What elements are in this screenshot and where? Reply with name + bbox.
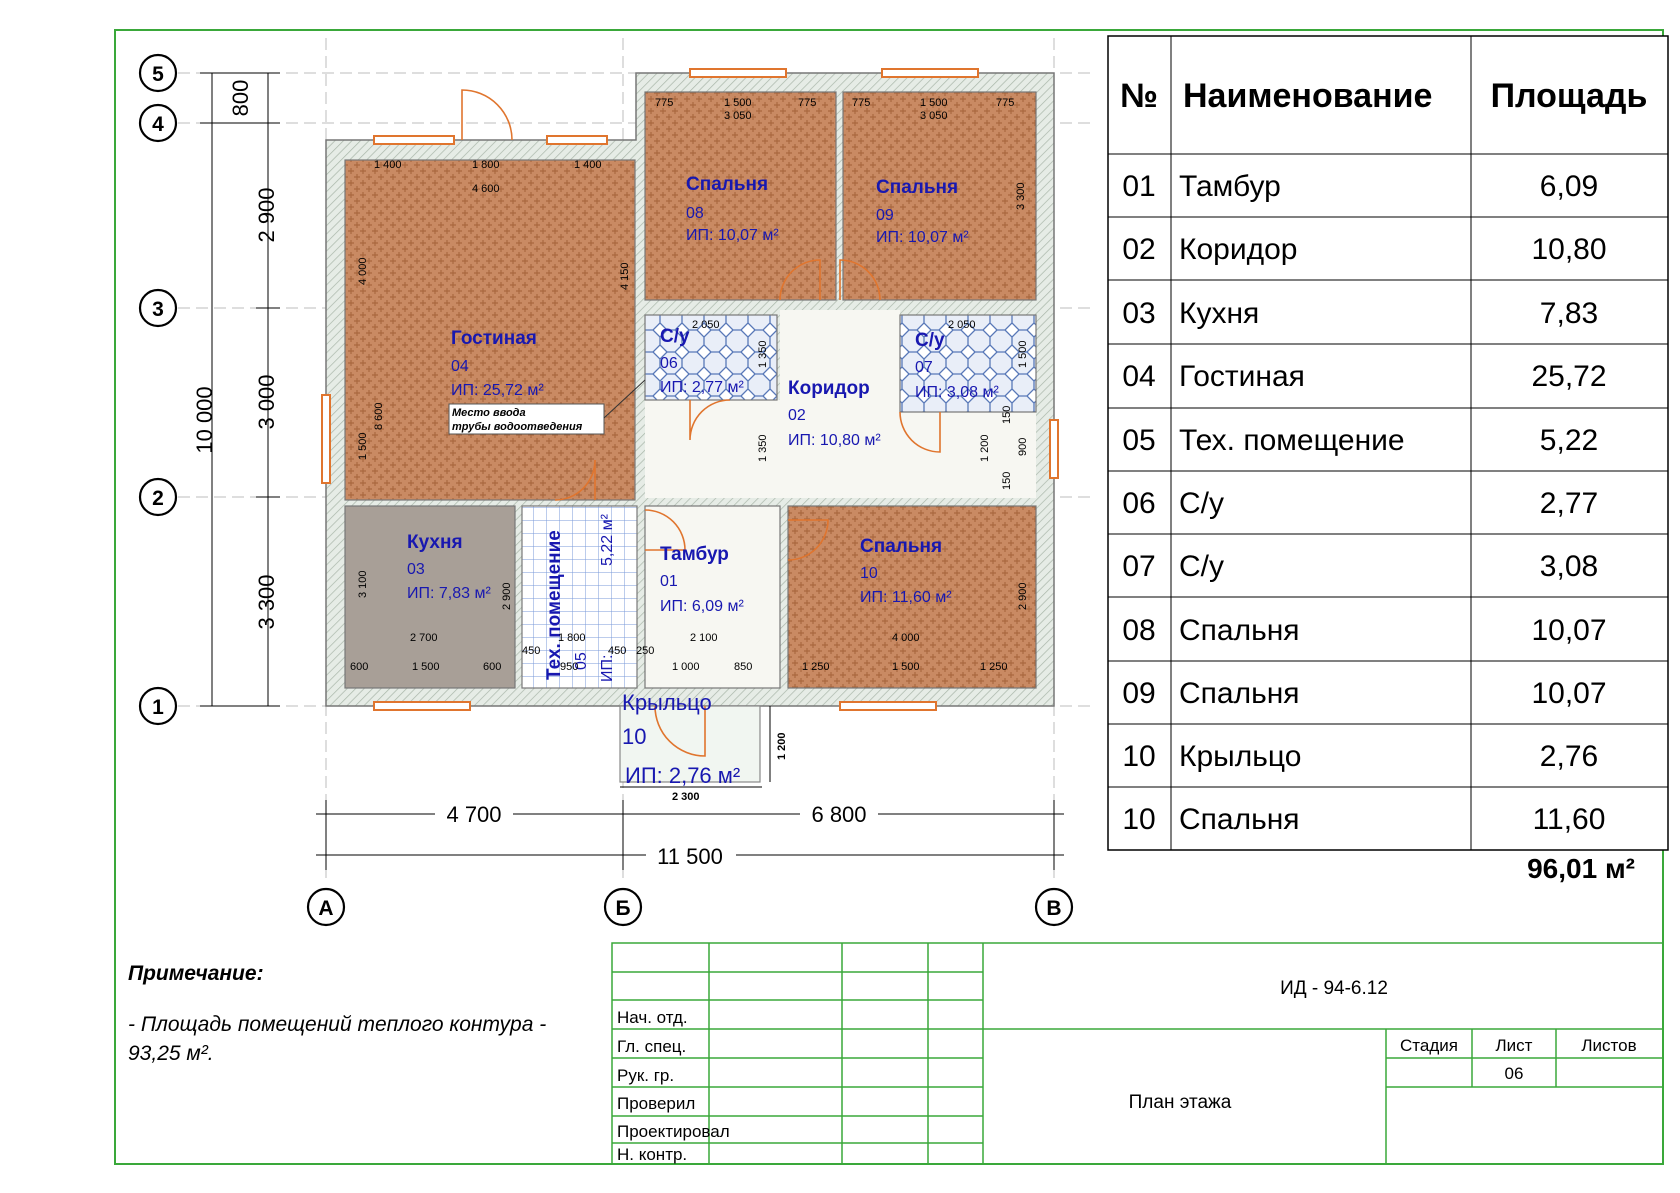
axis-label-v: В xyxy=(1046,897,1062,920)
dim: 3 050 xyxy=(920,110,948,122)
table-cell-name: Тамбур xyxy=(1179,170,1281,203)
porch-height: 1 200 xyxy=(776,732,788,760)
dim: 1 250 xyxy=(980,661,1008,673)
floor-plan xyxy=(140,38,1090,925)
porch-width: 2 300 xyxy=(672,791,700,803)
kitchen-area: ИП: 7,83 м² xyxy=(407,585,491,602)
axis-label-2: 2 xyxy=(152,487,164,510)
dim: 3 050 xyxy=(724,110,752,122)
table-cell-num: 06 xyxy=(1122,487,1156,520)
room-bed08 xyxy=(645,92,836,300)
bed09-num: 09 xyxy=(876,207,894,224)
dim: 2 050 xyxy=(692,319,720,331)
dim: 775 xyxy=(798,97,817,109)
title-block-text xyxy=(617,978,1637,1164)
table-cell-num: 02 xyxy=(1122,233,1156,266)
dim: 450 xyxy=(522,645,541,657)
dim-6800: 6 800 xyxy=(811,802,867,827)
stamp-role: Проектировал xyxy=(617,1122,730,1141)
axis-label-a: А xyxy=(318,897,334,920)
dim: 4 150 xyxy=(619,262,631,290)
dim-11500: 11 500 xyxy=(657,844,723,869)
kitchen-name: Кухня xyxy=(407,532,463,553)
stamp-role: Рук. гр. xyxy=(617,1066,675,1085)
table-header-num: № xyxy=(1120,77,1158,115)
dim: 775 xyxy=(852,97,871,109)
dim: 8 600 xyxy=(373,402,385,430)
table-cell-area: 10,07 xyxy=(1531,614,1607,647)
note-title: Примечание: xyxy=(128,962,264,985)
table-cell-name: Коридор xyxy=(1179,233,1298,266)
dim: 1 400 xyxy=(374,159,402,171)
table-cell-area: 6,09 xyxy=(1539,170,1599,203)
table-cell-area: 10,07 xyxy=(1531,677,1607,710)
table-cell-area: 25,72 xyxy=(1531,360,1607,393)
dim-total-height: 10 000 xyxy=(192,386,217,454)
wc07-name: С/у xyxy=(915,330,945,351)
note-line1: - Площадь помещений теплого контура - xyxy=(128,1013,547,1036)
tech-num: 05 xyxy=(573,652,590,670)
dim: 1 500 xyxy=(892,661,920,673)
room-tambur xyxy=(645,506,780,688)
table-cell-area: 2,77 xyxy=(1539,487,1599,520)
wc07-num: 07 xyxy=(915,359,933,376)
table-cell-area: 2,76 xyxy=(1539,740,1599,773)
dim: 775 xyxy=(996,97,1015,109)
table-cell-area: 5,22 xyxy=(1539,424,1599,457)
dim-3000: 3 000 xyxy=(254,374,279,430)
table-cell-num: 04 xyxy=(1122,360,1156,393)
dim: 900 xyxy=(1017,437,1029,456)
dim: 1 500 xyxy=(1017,340,1029,368)
table-cell-num: 10 xyxy=(1122,740,1156,773)
dim-4700: 4 700 xyxy=(446,802,502,827)
porch-num: 10 xyxy=(622,724,647,749)
dim: 1 800 xyxy=(558,632,586,644)
dim: 850 xyxy=(734,661,753,673)
dim: 2 050 xyxy=(948,319,976,331)
dim: 3 100 xyxy=(357,570,369,598)
bed10-num: 10 xyxy=(860,565,878,582)
dim-3300: 3 300 xyxy=(254,574,279,630)
kitchen-num: 03 xyxy=(407,561,425,578)
table-cell-num: 01 xyxy=(1122,170,1156,203)
wc06-num: 06 xyxy=(660,355,678,372)
stamp-drawing-title: План этажа xyxy=(1128,1092,1232,1113)
dim: 1 350 xyxy=(757,340,769,368)
table-cell-area: 10,80 xyxy=(1531,233,1607,266)
stamp-role: Н. контр. xyxy=(617,1145,688,1164)
tambur-area: ИП: 6,09 м² xyxy=(660,598,744,615)
axis-label-b: Б xyxy=(615,897,631,920)
table-total: 96,01 м² xyxy=(1527,853,1635,884)
bed10-area: ИП: 11,60 м² xyxy=(860,589,952,606)
stamp-sheet-label: Лист xyxy=(1495,1036,1533,1055)
corridor-name: Коридор xyxy=(788,378,870,399)
dim: 775 xyxy=(655,97,674,109)
tech-area-prefix: ИП: xyxy=(599,654,616,682)
dim: 150 xyxy=(1001,471,1013,490)
porch-area: ИП: 2,76 м² xyxy=(625,763,741,788)
dim-800: 800 xyxy=(228,79,253,117)
dim: 2 900 xyxy=(501,582,513,610)
bed08-area: ИП: 10,07 м² xyxy=(686,227,779,244)
pipe-note-line2: трубы водоотведения xyxy=(452,421,583,433)
table-cell-name: Спальня xyxy=(1179,677,1300,710)
table-cell-num: 03 xyxy=(1122,297,1156,330)
table-cell-name: Кухня xyxy=(1179,297,1260,330)
dim: 1 350 xyxy=(757,434,769,462)
dim: 3 300 xyxy=(1015,182,1027,210)
table-cell-name: Крыльцо xyxy=(1179,740,1302,773)
dim: 1 500 xyxy=(357,432,369,460)
tech-name: Тех. помещение xyxy=(544,530,565,680)
table-cell-name: Тех. помещение xyxy=(1179,424,1405,457)
dim: 2 700 xyxy=(410,632,438,644)
table-cell-num: 05 xyxy=(1122,424,1156,457)
stamp-sheet-value: 06 xyxy=(1504,1064,1524,1083)
stamp-code: ИД - 94-6.12 xyxy=(1280,978,1388,999)
dim: 1 800 xyxy=(472,159,500,171)
table-header-area: Площадь xyxy=(1490,77,1648,115)
living-area: ИП: 25,72 м² xyxy=(451,382,544,399)
dim: 2 900 xyxy=(1017,582,1029,610)
note-line2: 93,25 м². xyxy=(128,1042,214,1065)
bed08-num: 08 xyxy=(686,205,704,222)
corridor-area: ИП: 10,80 м² xyxy=(788,432,881,449)
stamp-role: Проверил xyxy=(617,1094,696,1113)
dim: 1 200 xyxy=(979,434,991,462)
axis-label-4: 4 xyxy=(152,113,164,136)
area-table xyxy=(1108,36,1668,884)
dim: 450 xyxy=(608,645,627,657)
dim: 950 xyxy=(560,661,579,673)
table-cell-num: 09 xyxy=(1122,677,1156,710)
dim-2900: 2 900 xyxy=(254,187,279,243)
axis-label-5: 5 xyxy=(152,63,164,86)
table-cell-num: 07 xyxy=(1122,550,1156,583)
dim: 1 500 xyxy=(920,97,948,109)
dim: 4 600 xyxy=(472,183,500,195)
table-cell-name: С/у xyxy=(1179,487,1224,520)
table-cell-area: 7,83 xyxy=(1539,297,1599,330)
wc07-area: ИП: 3,08 м² xyxy=(915,384,999,401)
dim: 150 xyxy=(1001,405,1013,424)
dim: 1 250 xyxy=(802,661,830,673)
stamp-role: Нач. отд. xyxy=(617,1008,688,1027)
table-cell-name: Гостиная xyxy=(1179,360,1305,393)
dim: 1 400 xyxy=(574,159,602,171)
living-name: Гостиная xyxy=(451,328,537,349)
tech-area: 5,22 м² xyxy=(599,514,616,566)
stamp-sheets-label: Листов xyxy=(1581,1036,1637,1055)
table-cell-area: 3,08 xyxy=(1539,550,1599,583)
tambur-num: 01 xyxy=(660,573,678,590)
living-num: 04 xyxy=(451,358,469,375)
dim: 2 100 xyxy=(690,632,718,644)
note-block xyxy=(128,962,546,1065)
table-cell-num: 10 xyxy=(1122,803,1156,836)
dim: 1 000 xyxy=(672,661,700,673)
corridor-num: 02 xyxy=(788,407,806,424)
bed10-name: Спальня xyxy=(860,536,943,557)
table-cell-name: С/у xyxy=(1179,550,1224,583)
table-header-name: Наименование xyxy=(1183,77,1433,115)
bed08-name: Спальня xyxy=(686,174,769,195)
dim: 1 500 xyxy=(412,661,440,673)
bed09-area: ИП: 10,07 м² xyxy=(876,229,969,246)
axis-label-1: 1 xyxy=(152,696,164,719)
stamp-role: Гл. спец. xyxy=(617,1037,687,1056)
dim: 250 xyxy=(636,645,655,657)
axis-label-3: 3 xyxy=(152,298,164,321)
table-cell-num: 08 xyxy=(1122,614,1156,647)
bed09-name: Спальня xyxy=(876,177,959,198)
dim: 1 500 xyxy=(724,97,752,109)
dim: 4 000 xyxy=(892,632,920,644)
table-cell-name: Спальня xyxy=(1179,614,1300,647)
wc06-area: ИП: 2,77 м² xyxy=(660,379,744,396)
porch-name: Крыльцо xyxy=(622,690,712,715)
tambur-name: Тамбур xyxy=(660,544,729,565)
wc06-name: С/у xyxy=(660,326,690,347)
pipe-note-line1: Место ввода xyxy=(452,407,526,419)
dim: 600 xyxy=(350,661,369,673)
dim: 600 xyxy=(483,661,502,673)
dim: 4 000 xyxy=(357,257,369,285)
table-cell-area: 11,60 xyxy=(1532,803,1606,836)
stamp-stage-label: Стадия xyxy=(1400,1036,1458,1055)
table-cell-name: Спальня xyxy=(1179,803,1300,836)
